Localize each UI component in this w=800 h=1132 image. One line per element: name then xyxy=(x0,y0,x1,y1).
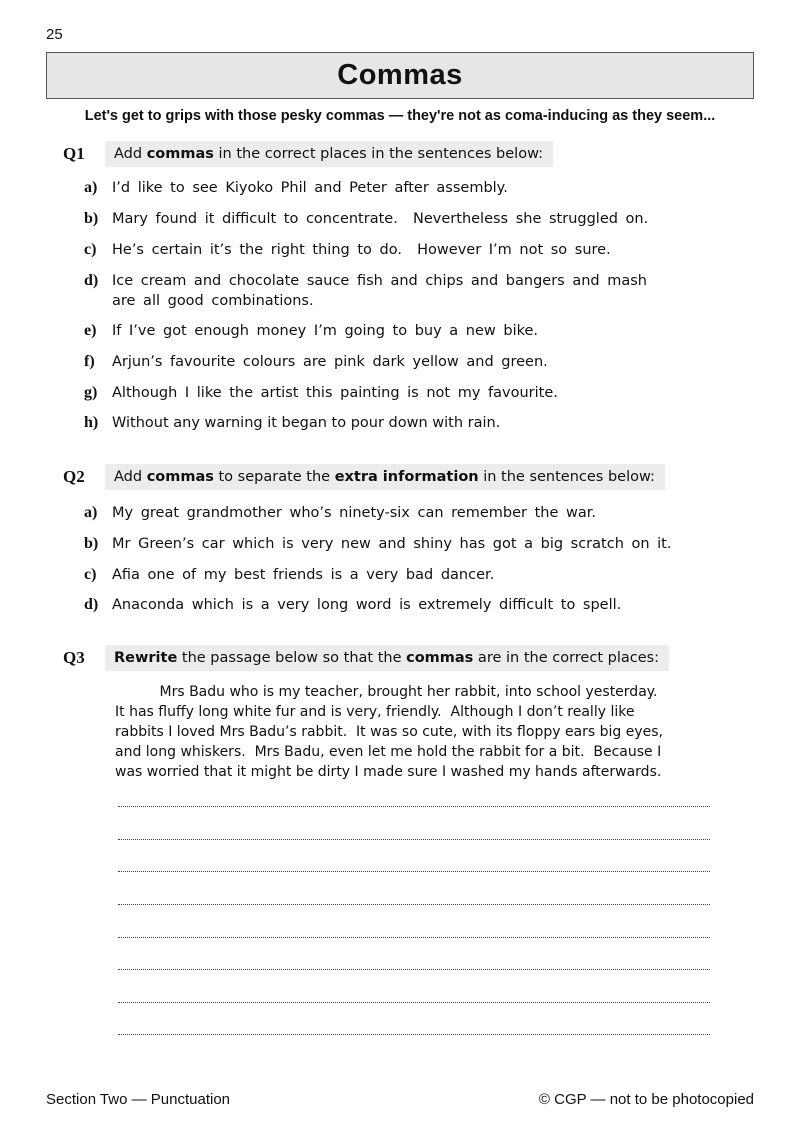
item-letter: c) xyxy=(84,241,97,258)
item-letter: b) xyxy=(84,210,99,227)
item-text-continued: are all good combinations. xyxy=(112,293,314,309)
question-number: Q2 xyxy=(63,467,85,486)
question-2-header xyxy=(63,463,665,491)
prompt-text: in the correct places in the sentences below: xyxy=(213,146,544,162)
footer-section: Section Two — Punctuation xyxy=(46,1091,230,1108)
prompt-text: are in the correct places: xyxy=(473,650,660,666)
list-item xyxy=(84,383,558,403)
prompt-bold: commas xyxy=(146,469,214,485)
prompt-bold: Rewrite xyxy=(114,650,178,666)
prompt-text: in the sentences below: xyxy=(478,469,655,485)
item-letter: d) xyxy=(84,272,99,289)
prompt-bold: commas xyxy=(406,650,474,666)
item-text: Ice cream and chocolate sauce fish and chips and bangers and mash xyxy=(112,273,647,289)
answer-line[interactable] xyxy=(118,937,710,938)
prompt-text: the passage below so that the xyxy=(177,650,407,666)
question-prompt xyxy=(105,645,669,671)
item-text: Mary found it difficult to concentrate. Nevertheless she struggled on. xyxy=(112,211,649,227)
item-letter: f) xyxy=(84,353,95,370)
answer-line[interactable] xyxy=(118,839,710,840)
prompt-text: Add xyxy=(114,146,147,162)
passage xyxy=(115,682,675,782)
title-banner xyxy=(46,52,754,99)
item-text: Afia one of my best friends is a very bad dancer. xyxy=(112,567,495,583)
item-letter: g) xyxy=(84,384,98,401)
answer-line[interactable] xyxy=(118,806,710,807)
prompt-text: to separate the xyxy=(213,469,335,485)
question-prompt xyxy=(105,464,665,490)
item-text: Mr Green’s car which is very new and shiny has got a big scratch on it. xyxy=(112,536,672,552)
item-text-block xyxy=(112,271,647,311)
list-item xyxy=(84,240,611,260)
item-text: Anaconda which is a very long word is extremely difficult to spell. xyxy=(112,597,622,613)
list-item xyxy=(84,271,647,311)
item-text: My great grandmother who’s ninety-six can remember the war. xyxy=(112,505,596,521)
list-item xyxy=(84,321,538,341)
item-letter: a) xyxy=(84,504,98,521)
item-letter: a) xyxy=(84,179,98,196)
list-item xyxy=(84,413,500,433)
page-title: Commas xyxy=(337,59,463,91)
question-3-header xyxy=(63,644,669,672)
page-number: 25 xyxy=(46,26,63,43)
answer-line[interactable] xyxy=(118,1034,710,1035)
footer-copyright: © CGP — not to be photocopied xyxy=(538,1091,754,1108)
prompt-bold: commas xyxy=(146,146,214,162)
intro-text: Let's get to grips with those pesky commas — they're not as coma-inducing as they seem... xyxy=(84,108,716,124)
item-text: He’s certain it’s the right thing to do. However I’m not so sure. xyxy=(112,242,611,258)
list-item xyxy=(84,503,596,523)
list-item xyxy=(84,565,494,585)
question-number: Q1 xyxy=(63,144,85,163)
passage-line: Mrs Badu who is my teacher, brought her rabbit, into school yesterday. xyxy=(115,684,658,700)
answer-line[interactable] xyxy=(118,969,710,970)
item-text: Arjun’s favourite colours are pink dark yellow and green. xyxy=(112,354,548,370)
passage-line: was worried that it might be dirty I made sure I washed my hands afterwards. xyxy=(115,764,662,780)
item-letter: e) xyxy=(84,322,97,339)
question-prompt xyxy=(105,141,553,167)
item-text: Without any warning it began to pour down with rain. xyxy=(112,415,501,431)
item-letter: d) xyxy=(84,596,99,613)
passage-line: rabbits I loved Mrs Badu’s rabbit. It was so cute, with its floppy ears big eyes, xyxy=(115,724,664,740)
passage-line: and long whiskers. Mrs Badu, even let me hold the rabbit for a bit. Because I xyxy=(115,744,662,760)
item-letter: h) xyxy=(84,414,99,431)
answer-line[interactable] xyxy=(118,871,710,872)
question-number: Q3 xyxy=(63,648,85,667)
item-text: I’d like to see Kiyoko Phil and Peter after assembly. xyxy=(112,180,508,196)
list-item xyxy=(84,595,621,615)
answer-line[interactable] xyxy=(118,1002,710,1003)
answer-line[interactable] xyxy=(118,904,710,905)
item-text: If I’ve got enough money I’m going to buy a new bike. xyxy=(112,323,539,339)
list-item xyxy=(84,178,508,198)
item-text: Although I like the artist this painting is not my favourite. xyxy=(112,385,558,401)
item-letter: c) xyxy=(84,566,97,583)
passage-line: It has fluffy long white fur and is very, friendly. Although I don’t really like xyxy=(115,704,635,720)
prompt-bold: extra information xyxy=(334,469,479,485)
prompt-text: Add xyxy=(114,469,147,485)
question-1-header xyxy=(63,140,553,168)
list-item xyxy=(84,352,548,372)
list-item xyxy=(84,534,671,554)
list-item xyxy=(84,209,648,229)
item-letter: b) xyxy=(84,535,99,552)
